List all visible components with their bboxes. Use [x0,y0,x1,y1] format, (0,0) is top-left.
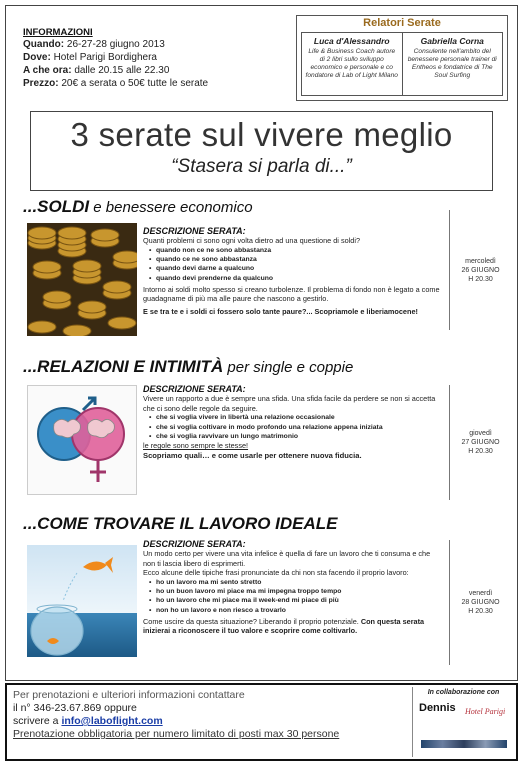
bullet-list [149,413,443,441]
list-item: • non ho un lavoro e non riesco a trovarlo [149,606,443,615]
list-item: • quando devi prenderne da qualcuno [149,274,443,283]
list-item: • ho un buon lavoro mi piace ma mi impegna troppo tempo [149,587,443,596]
bullet-list [149,246,443,283]
list-item: • ho un lavoro che mi piace ma il week-end mi piace di più [149,596,443,605]
relatori-box [296,15,508,101]
bullet-list [149,578,443,615]
partners-box [412,687,514,757]
date-time: H 20.30 [468,275,493,283]
list-item: • che si voglia vivere in libertà una relazione occasionale [149,413,443,422]
date-box [449,210,511,330]
desc-title: DESCRIZIONE SERATA: [143,384,246,394]
desc-closing: Scopriamo quali… e come usarle per ottenere nuova fiducia. [143,450,362,460]
info-prezzo: Prezzo: 20€ a serata o 50€ tutte le serate [23,78,209,89]
section-heading-soldi: ...SOLDI e benessere economico [23,197,253,216]
goldfish-image [27,545,137,657]
info-dove: Dove: Hotel Parigi Bordighera [23,52,157,63]
phone-number: il n° 346-23.67.869 oppure [13,702,137,714]
date-date: 26 GIUGNO [461,266,500,274]
list-item: • che si voglia ravvivare un lungo matrimonio [149,432,443,441]
contact-info [13,689,403,741]
list-item: • quando ce ne sono abbastanza [149,255,443,264]
banner-title: 3 serate sul vivere meglio [70,116,453,153]
collab-label: In collaborazione con [427,689,500,696]
soldi-description [143,227,443,316]
date-day: mercoledì [465,257,496,265]
date-box [449,540,511,665]
desc-body: le regole sono sempre le stesse! [143,441,249,451]
lavoro-description [143,540,443,636]
title-banner [30,111,493,191]
date-day: venerdì [468,590,493,597]
relatore-desc: Life & Business Coach autore di 2 libri sullo sviluppo economico e personale e co fondatore di Lab of Light Milano [305,48,398,79]
date-time: H 20.30 [468,608,493,615]
date-date: 28 GIUGNO [461,599,500,606]
relatore-card [302,33,402,95]
relatore-name: Luca d'Alessandro [313,36,390,46]
relatore-card [402,33,503,95]
info-quando: Quando: 26-27-28 giugno 2013 [23,39,165,50]
desc-intro: Quanti problemi ci sono ogni volta dietro ad una questione di soldi? [143,236,361,246]
dennis-logo: Dennis [419,702,456,714]
couple-brains-image [27,385,137,495]
email-link[interactable]: info@laboflight.com [61,715,163,727]
list-item: • quando non ce ne sono abbastanza [149,246,443,255]
desc-body: Come uscire da questa situazione? Liberando il proprio potenziale. [143,616,359,626]
booking-note: Prenotazione obbligatoria per numero limitato di posti max 30 persone [13,728,340,740]
info-title: INFORMAZIONI [23,27,93,38]
relatore-name: Gabriella Corna [420,36,484,46]
contact-line: Per prenotazioni e ulteriori informazioni contattare [13,689,245,701]
date-day: giovedì [469,430,492,437]
date-time: H 20.30 [468,448,493,455]
date-date: 27 GIUGNO [461,439,500,446]
list-item: • ho un lavoro ma mi sento stretto [149,578,443,587]
relazioni-description [143,385,443,460]
desc-closing: E se tra te e i soldi ci fossero solo tante paure?... Scopriamole e liberiamocene! [143,306,418,316]
info-block [23,27,283,90]
desc-intro: Vivere un rapporto a due è sempre una sfida. Una sfida facile da perdere se non si accetta che ci sono delle regole da seguire. [143,394,436,413]
list-item: • quando devi darne a qualcuno [149,264,443,273]
relatore-desc: Consulente nell'ambito del benessere personale trainer di Entheos e fondatrice di The Soul Surfing [407,48,497,79]
hotel-parigi-logo: Hotel Parigi [465,707,506,716]
desc-intro: Un modo certo per vivere una vita infelice è quella di fare un lavoro che ti consuma e che non ti lascia libero di esprimerti. [143,549,431,568]
list-item: • che si voglia coltivare in modo profondo una relazione appena iniziata [149,423,443,432]
banner-subtitle: “Stasera si parla di...” [171,156,352,177]
desc-closing: Con questa serata inizierai a riconoscere il tuo valore e scoprire come coltivarlo. [143,616,425,636]
desc-title: DESCRIZIONE SERATA: [143,226,246,236]
desc-body: Intorno ai soldi molto spesso si creano turbolenze. Il problema di fondo non è legato a come guadagname di più ma alle paure che nascono a gestirlo. [143,285,440,304]
relatori-title: Relatori Serate [363,17,441,29]
section-heading-relazioni: ...RELAZIONI E INTIMITÀ per single e coppie [23,357,354,376]
desc-title: DESCRIZIONE SERATA: [143,539,246,549]
desc-intro-2: Ecco alcune delle tipiche frasi pronunciate da chi non sta facendo il proprio lavoro: [143,568,409,578]
info-ora: A che ora: dalle 20.15 alle 22.30 [23,65,170,76]
coins-image [27,223,137,336]
date-box [449,385,511,500]
footer-box [5,683,518,761]
partner-logo-strip [421,740,507,748]
section-heading-lavoro: ...COME TROVARE IL LAVORO IDEALE [23,514,338,533]
contact-prefix: scrivere a [13,715,62,727]
